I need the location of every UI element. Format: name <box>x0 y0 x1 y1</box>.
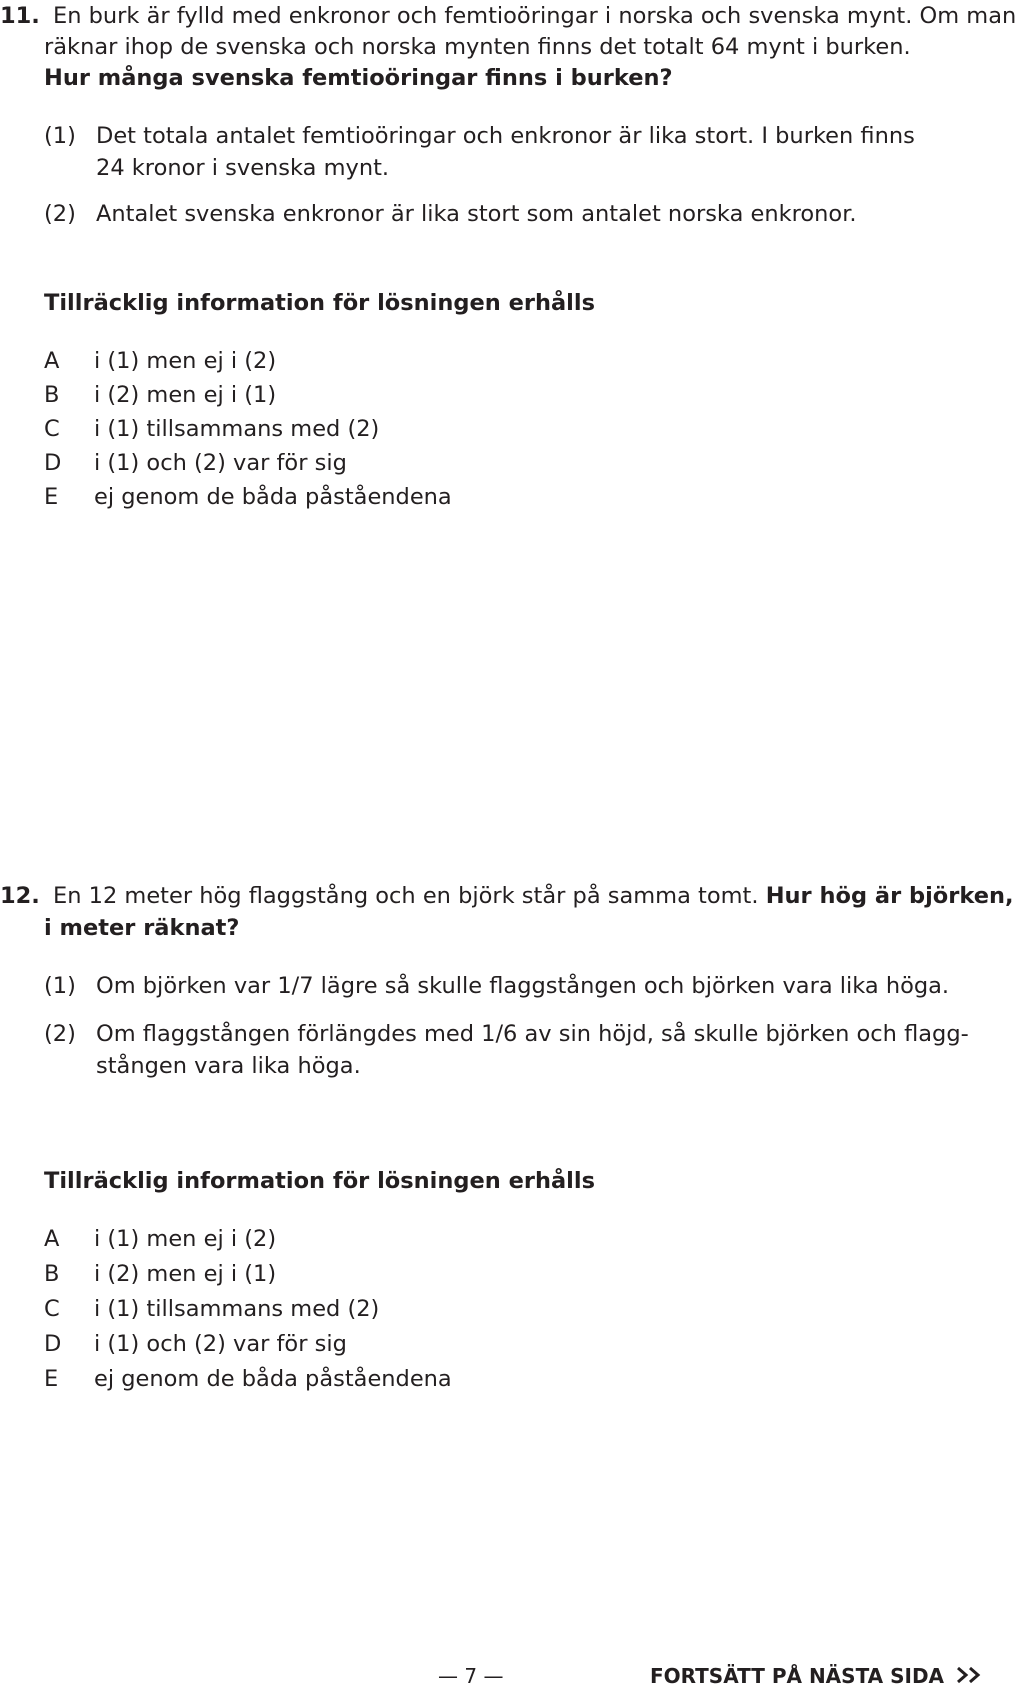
question-number: 11. <box>0 3 40 29</box>
question-text-line-1: 12. En 12 meter hög flaggstång och en björk står på samma tomt. Hur hög är björken, <box>0 883 1014 909</box>
option-text: ej genom de båda påståendena <box>94 1366 452 1392</box>
statement-label: (2) <box>44 1021 76 1047</box>
double-chevron-right-icon <box>955 1665 985 1690</box>
option-text: i (2) men ej i (1) <box>94 1261 277 1287</box>
statement-label: (1) <box>44 123 76 149</box>
option-letter: C <box>44 416 60 442</box>
option-letter: E <box>44 1366 59 1392</box>
statement-text: Om flaggstången förlängdes med 1/6 av sin höjd, så skulle björken och flagg- <box>96 1021 969 1047</box>
option-text: i (1) och (2) var för sig <box>94 450 347 476</box>
option-text: ej genom de båda påståendena <box>94 484 452 510</box>
option-letter: D <box>44 1331 62 1357</box>
statement-text: Det totala antalet femtioöringar och enkronor är lika stort. I burken finns <box>96 123 915 149</box>
question-text-line-1: 11. En burk är fylld med enkronor och femtioöringar i norska och svenska mynt. Om man <box>0 3 1016 29</box>
statement-text-cont: 24 kronor i svenska mynt. <box>96 155 390 181</box>
option-text: i (1) och (2) var för sig <box>94 1331 347 1357</box>
option-letter: B <box>44 382 60 408</box>
question-prompt: i meter räknat? <box>44 915 240 941</box>
options-heading: Tillräcklig information för lösningen erhålls <box>44 290 595 316</box>
options-heading: Tillräcklig information för lösningen erhålls <box>44 1168 595 1194</box>
option-letter: C <box>44 1296 60 1322</box>
option-letter: A <box>44 1226 60 1252</box>
option-text: i (1) tillsammans med (2) <box>94 416 380 442</box>
option-text: i (1) tillsammans med (2) <box>94 1296 380 1322</box>
question-number: 12. <box>0 883 40 909</box>
option-letter: E <box>44 484 59 510</box>
statement-text: Antalet svenska enkronor är lika stort som antalet norska enkronor. <box>96 201 857 227</box>
option-letter: D <box>44 450 62 476</box>
statement-text-cont: stången vara lika höga. <box>96 1053 361 1079</box>
question-prompt: Hur många svenska femtioöringar finns i burken? <box>44 65 673 91</box>
statement-label: (1) <box>44 973 76 999</box>
statement-text: Om björken var 1/7 lägre så skulle flaggstången och björken vara lika höga. <box>96 973 950 999</box>
statement-label: (2) <box>44 201 76 227</box>
option-letter: B <box>44 1261 60 1287</box>
question-text-line-2: räknar ihop de svenska och norska mynten finns det totalt 64 mynt i burken. <box>44 34 911 60</box>
option-text: i (1) men ej i (2) <box>94 348 277 374</box>
option-text: i (2) men ej i (1) <box>94 382 277 408</box>
option-letter: A <box>44 348 60 374</box>
continue-label: FORTSÄTT PÅ NÄSTA SIDA <box>650 1664 985 1690</box>
page-number: — 7 — <box>438 1664 504 1688</box>
option-text: i (1) men ej i (2) <box>94 1226 277 1252</box>
